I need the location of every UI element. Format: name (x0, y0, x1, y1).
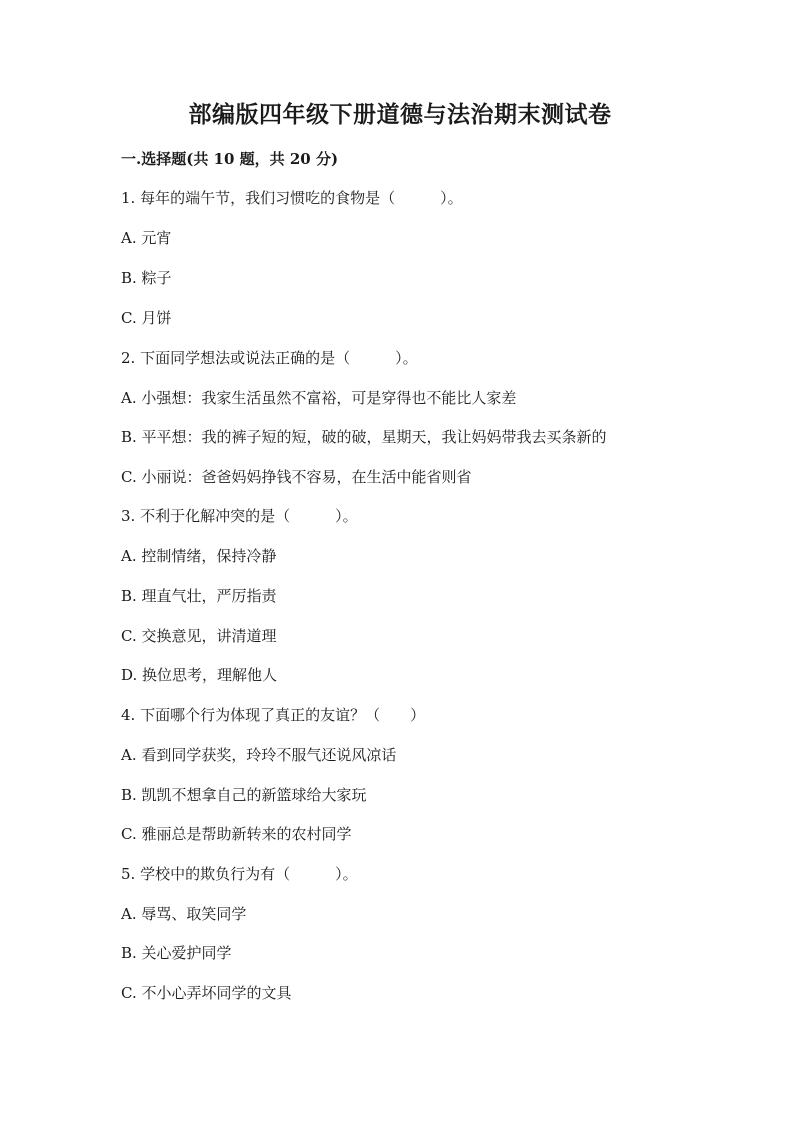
question-2-option-a: A. 小强想：我家生活虽然不富裕，可是穿得也不能比人家差 (121, 389, 517, 407)
question-3-option-d: D. 换位思考，理解他人 (121, 666, 278, 684)
section-header: 一.选择题(共 10 题，共 20 分) (121, 150, 339, 168)
question-stem-4: 4. 下面哪个行为体现了真正的友谊？（ ） (121, 706, 426, 724)
page-title: 部编版四年级下册道德与法治期末测试卷 (188, 101, 612, 128)
question-4-option-c: C. 雅丽总是帮助新转来的农村同学 (121, 825, 352, 843)
question-4-option-b: B. 凯凯不想拿自己的新篮球给大家玩 (121, 786, 367, 804)
question-5-option-a: A. 辱骂、取笑同学 (121, 905, 247, 923)
question-stem-2: 2. 下面同学想法或说法正确的是（ ）。 (121, 349, 418, 367)
question-4-option-a: A. 看到同学获奖，玲玲不服气还说风凉话 (121, 746, 397, 764)
question-3-option-c: C. 交换意见，讲清道理 (121, 627, 277, 645)
question-3-option-a: A. 控制情绪，保持冷静 (121, 547, 277, 565)
question-1-option-c: C. 月饼 (121, 309, 172, 327)
question-1-option-b: B. 粽子 (121, 269, 172, 287)
question-2-option-c: C. 小丽说：爸爸妈妈挣钱不容易，在生活中能省则省 (121, 468, 472, 486)
question-3-option-b: B. 理直气壮，严厉指责 (121, 587, 277, 605)
question-stem-3: 3. 不利于化解冲突的是（ ）。 (121, 507, 358, 525)
question-5-option-c: C. 不小心弄坏同学的文具 (121, 984, 292, 1002)
question-stem-1: 1. 每年的端午节，我们习惯吃的食物是（ ）。 (121, 189, 463, 207)
question-5-option-b: B. 关心爱护同学 (121, 944, 232, 962)
question-2-option-b: B. 平平想：我的裤子短的短，破的破，星期天，我让妈妈带我去买条新的 (121, 428, 607, 446)
question-1-option-a: A. 元宵 (121, 229, 172, 247)
question-stem-5: 5. 学校中的欺负行为有（ ）。 (121, 865, 358, 883)
